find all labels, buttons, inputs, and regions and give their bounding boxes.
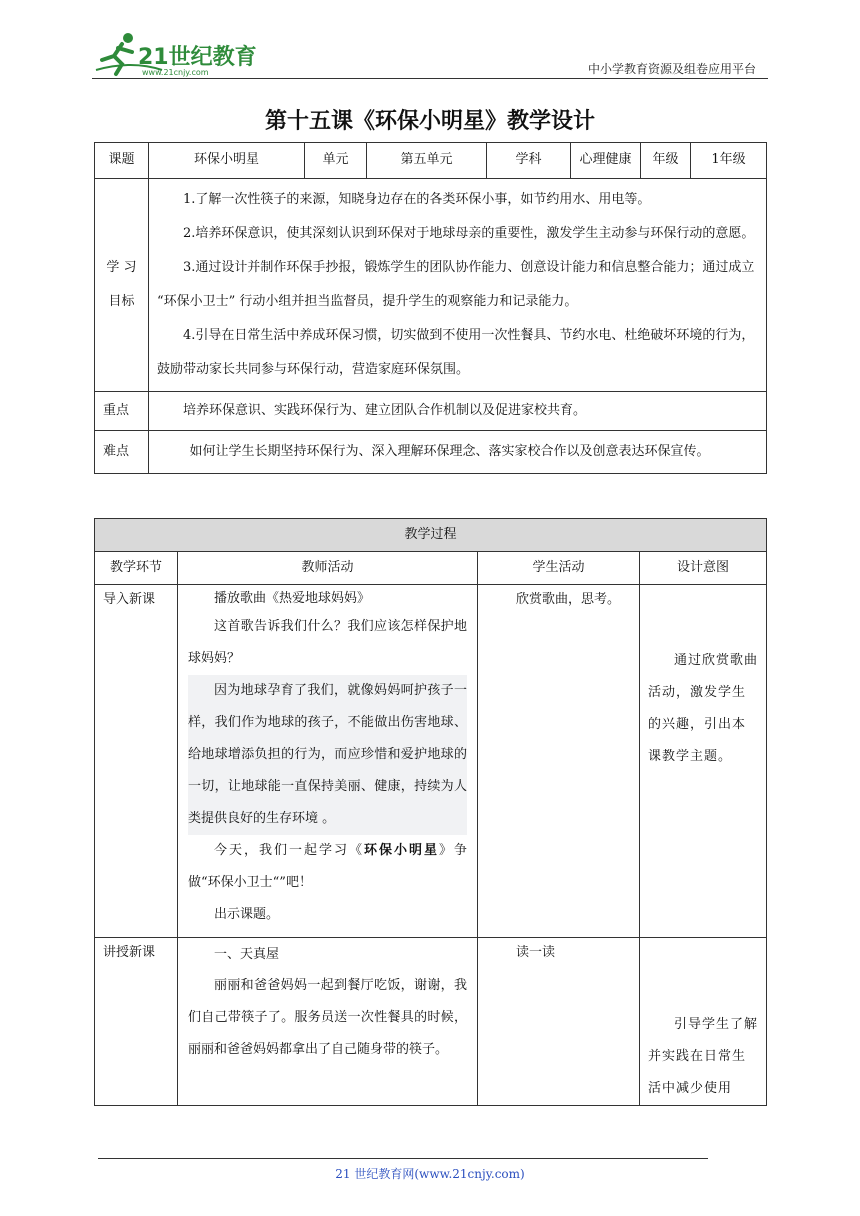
difficulties-label: 难点 [95,431,149,474]
subject-value: 心理健康 [571,143,641,179]
document-title: 第十五课《环保小明星》教学设计 [264,109,595,134]
teacher-paragraph: 因为地球孕育了我们，就像妈妈呵护孩子一样，我们作为地球的孩子，不能做出伤害地球、给地球增添负担的行为，而应珍惜和爱护地球的一切，让地球能一直保持美丽、健康，持续为人类提供良好的生存环境 。 [188,675,467,835]
svg-text:21世纪教育: 21世纪教育 [138,45,257,70]
teacher-text: 今天，我们一起学习《 [214,843,364,858]
process-title: 教学过程 [95,519,767,552]
teacher-activity-cell [178,938,478,1106]
difficulties-text: 如何让学生长期坚持环保行为、深入理解环保理念、落实家校合作以及创意表达环保宣传。 [149,431,767,474]
lesson-name-bold: 环保小明星 [363,843,439,858]
design-intent-cell [640,938,767,1106]
teacher-paragraph [188,835,467,899]
header-divider [92,78,768,79]
unit-value: 第五单元 [367,143,487,179]
key-points-label: 重点 [95,392,149,431]
grade-value: 1年级 [691,143,767,179]
footer-divider [98,1158,708,1159]
objective-item: 2.培养环保意识，使其深刻认识到环保对于地球母亲的重要性，激发学生主动参与环保行动的意愿。 [183,226,755,241]
teacher-paragraph: 丽丽和爸爸妈妈一起到餐厅吃饭，谢谢，我们自己带筷子了。服务员送一次性餐具的时候，丽丽和爸爸妈妈都拿出了自己随身带的筷子。 [188,978,467,1057]
objectives-label: 学 习 目标 [95,179,149,392]
course-label: 课题 [95,143,149,179]
info-row [95,143,767,179]
header-teacher: 教师活动 [178,552,478,585]
objective-item: 4.引导在日常生活中养成环保习惯，切实做到不使用一次性餐具、节约水电、杜绝破坏环境的行为，鼓励带动家长共同参与环保行动，营造家庭环保氛围。 [157,328,755,377]
teaching-process-table [94,518,767,1106]
process-row [95,585,767,938]
runner-logo-icon [92,30,267,78]
footer-link[interactable]: 21 世纪教育网(www.21cnjy.com) [335,1167,525,1181]
grade-label: 年级 [641,143,691,179]
teacher-activity-cell [178,585,478,938]
intent-text: 通过欣赏歌曲活动，激发学生的兴趣，引出本课教学主题。 [648,653,759,764]
teacher-paragraph: 这首歌告诉我们什么？我们应该怎样保护地球妈妈？ [188,619,467,666]
stage-cell: 讲授新课 [95,938,178,1106]
student-activity-cell: 读一读 [478,938,640,1106]
header-student: 学生活动 [478,552,640,585]
course-value: 环保小明星 [149,143,305,179]
site-logo [92,30,267,78]
objective-item: 1.了解一次性筷子的来源，知晓身边存在的各类环保小事，如节约用水、用电等。 [183,192,651,207]
svg-text:www.21cnjy.com: www.21cnjy.com [142,68,209,77]
key-points-text: 培养环保意识、实践环保行为、建立团队合作机制以及促进家校共育。 [149,392,767,431]
teacher-paragraph: 出示课题。 [214,907,280,922]
student-activity-cell: 欣赏歌曲，思考。 [478,585,640,938]
unit-label: 单元 [305,143,367,179]
teacher-paragraph: 播放歌曲《热爱地球妈妈》 [214,591,371,606]
teacher-paragraph: 一、天真屋 [214,947,280,962]
teacher-text: 》争做“环保小卫士“”吧！ [188,843,467,890]
intent-text: 引导学生了解并实践在日常生活中减少使用 [648,1017,759,1096]
process-header-row [95,552,767,585]
objectives-content [149,179,767,392]
stage-cell: 导入新课 [95,585,178,938]
difficulties-row [95,431,767,474]
subject-label: 学科 [487,143,571,179]
objective-item: 3.通过设计并制作环保手抄报，锻炼学生的团队协作能力、创意设计能力和信息整合能力；通过成立 “环保小卫士” 行动小组并担当监督员，提升学生的观察能力和记录能力。 [157,260,755,309]
objectives-row [95,179,767,392]
key-points-row [95,392,767,431]
lesson-info-table [94,142,767,474]
header-intent: 设计意图 [640,552,767,585]
process-row [95,938,767,1106]
platform-name: 中小学教育资源及组卷应用平台 [587,62,756,76]
design-intent-cell [640,585,767,938]
header-stage: 教学环节 [95,552,178,585]
